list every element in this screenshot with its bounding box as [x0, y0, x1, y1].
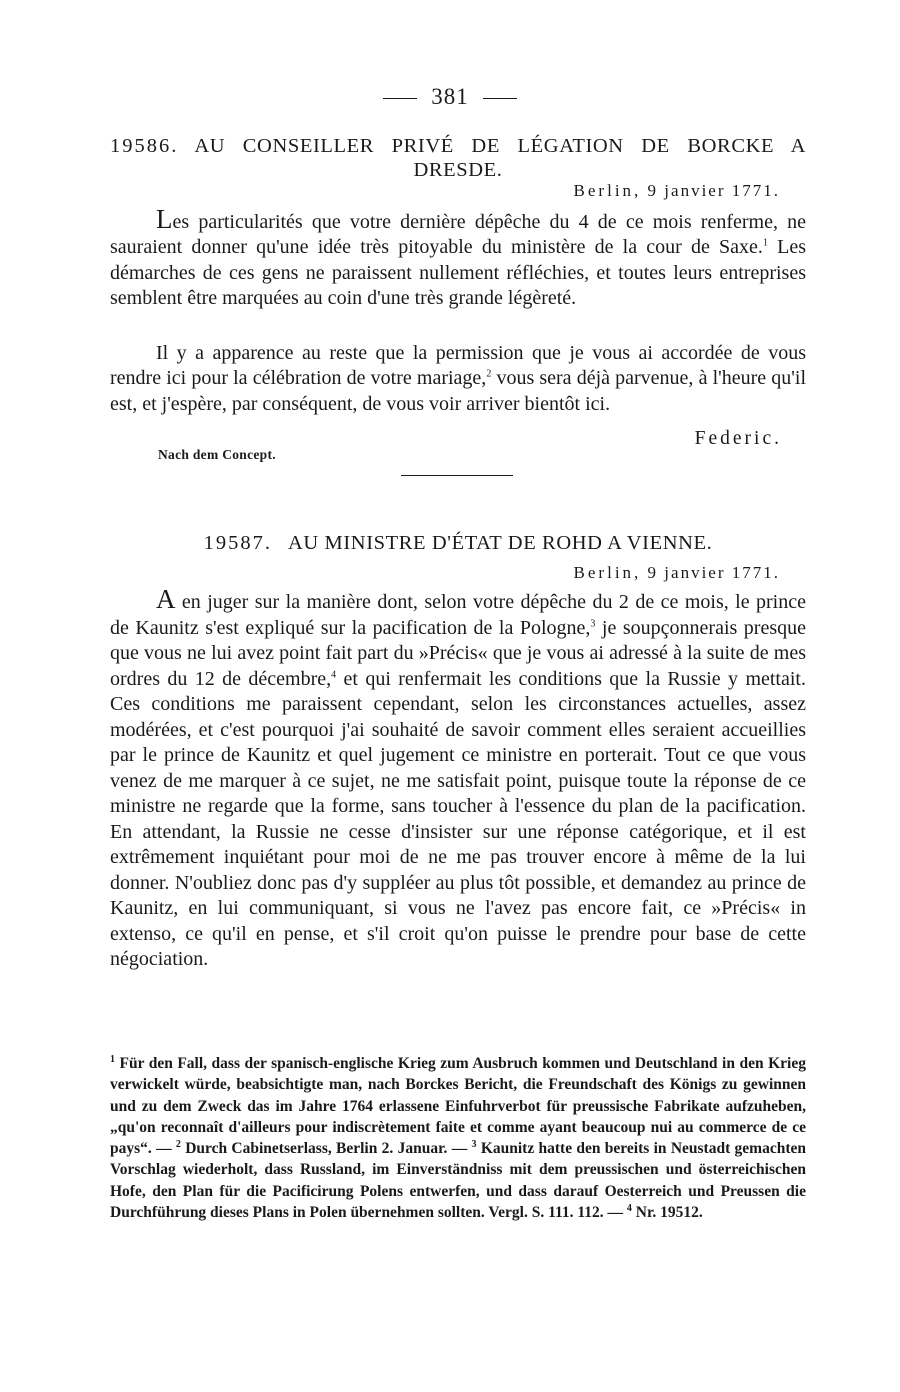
- letter-2-heading: [110, 531, 806, 555]
- footnote-ref-2: 2: [486, 368, 492, 380]
- footnote-1-mark: 1: [110, 1053, 115, 1065]
- letter-1-p1-text-b: Les démarches de ces gens ne paraissent nullement réfléchies, et toutes leurs entreprises semblent être marquées au coin d'une très grande légèreté.: [110, 236, 806, 310]
- page-number: [0, 84, 900, 110]
- letter-1-source-note: Nach dem Concept.: [158, 447, 276, 462]
- letter-1-dateline: [574, 181, 780, 201]
- letter-2-number: 19587.: [203, 532, 273, 554]
- letter-2-initial: A: [156, 584, 176, 614]
- page-number-dash-right: [483, 98, 517, 99]
- footnote-ref-1: 1: [762, 237, 768, 249]
- letter-1-heading: [110, 134, 806, 182]
- footnote-1-text: Für den Fall, dass der spanisch-englische Krieg zum Ausbruch kommen und Deutschland in den Krieg verwickelt würde, beabsichtigte man, nach Borckes Bericht, die Freundschaft des Königs zu gewinnen und zu dem Zweck das im Jahre 1764 erlassene Einfuhrverbot für preussische Fabrikate aufzuheben, „qu'on reconnaît d'ailleurs pour indiscrètement faite et comme ayant beaucoup nui au commerce de ce pays“. —: [110, 1055, 806, 1158]
- letter-1-date-day: 9 janvier 1771.: [647, 181, 780, 200]
- letter-1-p2-text-b: vous sera déjà parvenue, à l'heure qu'il est, et j'espère, par conséquent, de vous voir arriver bientôt ici.: [110, 367, 806, 415]
- letter-1-initial: L: [156, 204, 173, 234]
- footnote-2-mark: 2: [175, 1139, 181, 1151]
- letter-2-p1-text-a: en juger sur la manière dont, selon votre dépêche du 2 de ce mois, le prince de Kaunitz s'est expliqué sur la pacification de la Pologne,: [110, 591, 806, 639]
- footnote-3-text: Kaunitz hatte den bereits in Neustadt gemachten Vorschlag wiederholt, dass Russland, im Einverständniss mit dem preussischen und österreichischen Hofe, den Plan für die Pacificirung Polens entwerfen, und dass darauf Oesterreich und Preussen die Durchführung dieses Plans in Polen übernehmen sollten. Vergl. S. 111. 112. —: [110, 1140, 806, 1222]
- letter-2-p1-text-c: et qui renfermait les conditions que la Russie y mettait. Ces conditions me paraissent cependant, selon les circonstances actuelles, assez modérées, et c'est pourquoi j'ai souhaité de savoir comment elles seraient accueillies par le prince de Kaunitz et quel jugement ce ministre en porterait. Tout ce que vous venez de me marquer à ce sujet, ne me satisfait point, puisque toute la réponse de ce ministre ne regarde que la forme, sans toucher à l'essence du plan de la pacification. En attendant, la Russie ne cesse d'insister sur une réponse catégorique, et il est extrêmement inquiétant pour moi de ne me pas trouver encore à même de la lui donner. N'oubliez donc pas d'y suppléer au plus tôt possible, et demandez au prince de Kaunitz, en lui communiquant, si vous ne l'avez pas encore fait, ce »Précis« in extenso, ce qu'il en pense, et s'il croit qu'on puisse le prendre pour base de cette négociation.: [110, 667, 806, 970]
- footnotes: [110, 1053, 806, 1223]
- footnote-ref-3: 3: [590, 617, 596, 629]
- footnote-4: [627, 1204, 703, 1221]
- letter-1-date-place: Berlin,: [573, 181, 642, 200]
- letter-1-signature: Federic.: [694, 428, 782, 449]
- letter-1-paragraph-2: [110, 341, 806, 417]
- footnote-3-mark: 3: [471, 1139, 477, 1151]
- letter-1-p1-text-a: es particularités que votre dernière dépêche du 4 de ce mois renferme, ne sauraient donner qu'une idée très pitoyable du ministère de la cour de Saxe.: [110, 211, 806, 259]
- section-divider: [401, 475, 513, 476]
- letter-2-title: AU MINISTRE D'ÉTAT DE ROHD A VIENNE.: [288, 532, 713, 554]
- letter-1-paragraph-1: [110, 204, 806, 312]
- page-number-dash-left: [383, 98, 417, 99]
- letter-2-date-day: 9 janvier 1771.: [647, 563, 780, 582]
- footnote-4-mark: 4: [626, 1202, 632, 1214]
- footnote-2-text: Durch Cabinetserlass, Berlin 2. Januar. —: [180, 1140, 472, 1158]
- letter-2-paragraph-1: [110, 584, 807, 973]
- footnote-2: [176, 1140, 472, 1157]
- letter-1-p2-text-a: Il y a apparence au reste que la permission que je vous ai accordée de vous rendre ici pour la célébration de votre mariage,: [110, 342, 806, 390]
- page-number-value: 381: [431, 84, 469, 109]
- footnote-4-text: Nr. 19512.: [631, 1204, 703, 1222]
- footnote-ref-4: 4: [331, 668, 337, 680]
- letter-2-date-place: Berlin,: [573, 563, 642, 582]
- letter-2-dateline: [574, 563, 780, 583]
- letter-1-title: AU CONSEILLER PRIVÉ DE LÉGATION DE BORCKE A DRESDE.: [194, 135, 806, 181]
- letter-1-number: 19586.: [110, 135, 179, 157]
- letter-2-p1-text-b: je soupçonnerais presque que vous ne lui avez point fait part du »Précis« que je vous ai adressé à la suite de mes ordres du 12 de décembre,: [110, 616, 807, 690]
